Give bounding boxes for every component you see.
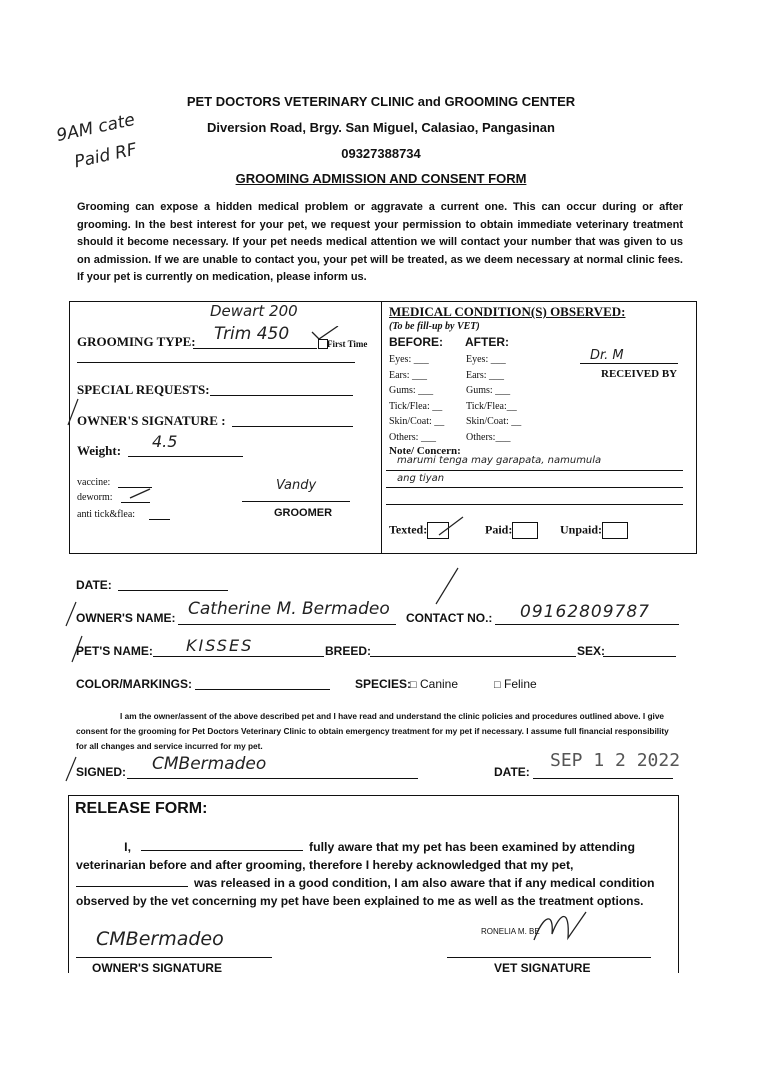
deworm-line — [121, 502, 150, 503]
pet-name-value: KISSES — [186, 636, 254, 655]
note-rule-2 — [386, 487, 683, 488]
deworm-label: deworm: — [77, 492, 113, 503]
release-owner-label: OWNER'S SIGNATURE — [92, 961, 222, 975]
date-line — [118, 590, 228, 591]
after-skin: Skin/Coat: — [466, 416, 509, 427]
clinic-phone: 09327388734 — [341, 146, 421, 161]
groomer-label: GROOMER — [274, 507, 333, 519]
release-name-line — [141, 838, 303, 851]
pet-name-label: PET'S NAME: — [76, 644, 153, 658]
color-label: COLOR/MARKINGS: — [76, 677, 192, 691]
after-rows: Eyes: ___ Ears: ___ Gums: ___ Tick/Flea:__ Skin/Coat: __ Others:___ — [466, 354, 522, 443]
before-ears: Ears: — [389, 369, 410, 381]
owner-name-label: OWNER'S NAME: — [76, 611, 176, 625]
deworm-mark — [128, 486, 152, 500]
note-line-2: ang tiyan — [397, 473, 445, 484]
sex-line — [603, 656, 676, 657]
after-others: Others: — [466, 431, 496, 443]
consent-text: I am the owner/assent of the above described pet and I have read and understand the clinic policies and procedures outlined above. I give consent for the grooming for Pet Doctors Veterinary Clinic to obtain emergency treatment for my pet if necessary. I assume full financial responsibility for all changes and service incurred for my pet. — [76, 711, 669, 751]
grooming-type-label: GROOMING TYPE: — [77, 334, 196, 349]
before-tick: Tick/Flea: — [389, 400, 430, 412]
intro-paragraph: Grooming can expose a hidden medical problem or aggravate a current one. This can occur during or after grooming. In the best interest for your pet, we request your permission to obtain immediate veterinary treatment should it become necessary. If your pet needs medical attention we will contact your number that was given to us on admission. If we are unable to contact you, your pet will be treated, as we deem necessary at normal clinic fees. If your pet is currently on medication, please inform us. — [77, 201, 683, 283]
after-eyes: Eyes: — [466, 354, 489, 365]
unpaid-label: Unpaid: — [560, 522, 603, 537]
groomer-line — [242, 501, 350, 502]
grooming-type-line-2 — [77, 362, 355, 363]
clinic-name: PET DOCTORS VETERINARY CLINIC and GROOMING CENTER — [186, 94, 576, 109]
release-i-label: I, — [124, 840, 131, 854]
texted-mark — [438, 516, 464, 536]
weight-line — [128, 456, 243, 457]
release-text-4: observed by the vet concerning my pet have been explained to me as well as the treatment options. — [76, 894, 644, 908]
weight-label: Weight: — [77, 443, 122, 458]
vet-name-stamp: RONELIA M. BE — [481, 927, 540, 936]
grooming-type-value-2: Trim 450 — [214, 324, 290, 344]
release-title: RELEASE FORM: — [75, 800, 208, 817]
special-requests-label: SPECIAL REQUESTS: — [77, 382, 210, 397]
date-stamp: SEP 1 2 2022 — [550, 750, 681, 771]
note-rule-1 — [386, 470, 683, 471]
before-rows: Eyes: ___ Ears: ___ Gums: ___ Tick/Flea: __ Skin/Coat: __ Others: ___ — [389, 354, 445, 443]
release-top-rule — [68, 795, 679, 796]
note-label: Note/ Concern: — [389, 445, 461, 457]
breed-label: BREED: — [325, 644, 372, 658]
anti-tick-line — [149, 519, 170, 520]
before-others: Others: — [389, 431, 419, 443]
received-by-value: Dr. M — [590, 348, 624, 363]
release-owner-line — [76, 957, 272, 958]
before-skin: Skin/Coat: — [389, 416, 432, 427]
canine-option[interactable] — [410, 677, 458, 691]
release-pet-line — [76, 874, 188, 887]
color-line — [195, 689, 330, 690]
release-vet-line — [447, 957, 651, 958]
before-eyes: Eyes: — [389, 354, 412, 365]
release-text-2: veterinarian before and after grooming, therefore I hereby acknowledged that my pet, — [76, 858, 574, 872]
clinic-address: Diversion Road, Brgy. San Miguel, Calasiao, Pangasinan — [207, 120, 555, 135]
release-left-rule — [68, 795, 69, 973]
release-vet-label: VET SIGNATURE — [494, 961, 591, 975]
breed-line — [370, 656, 576, 657]
checkmark — [310, 326, 340, 338]
after-gums: Gums: — [466, 385, 493, 396]
species-label: SPECIES: — [355, 677, 412, 691]
paid-checkbox[interactable] — [512, 522, 538, 539]
anti-tick-label: anti tick&flea: — [77, 509, 136, 520]
before-label: BEFORE: — [389, 335, 443, 349]
date-label: DATE: — [76, 578, 112, 592]
release-text-3: was released in a good condition, I am also aware that if any medical condition — [194, 876, 655, 890]
vaccine-label: vaccine: — [77, 477, 111, 488]
contact-line — [495, 624, 679, 625]
paid-option[interactable] — [485, 522, 538, 539]
feline-checkbox[interactable]: □ — [494, 679, 501, 691]
owner-name-line — [178, 624, 396, 625]
received-by-label: RECEIVED BY — [601, 368, 678, 380]
release-right-rule — [678, 795, 679, 973]
grooming-type-line — [193, 348, 317, 349]
canine-checkbox[interactable]: □ — [410, 679, 417, 691]
owner-name-value: Catherine M. Bermadeo — [188, 599, 390, 619]
form-title: GROOMING ADMISSION AND CONSENT FORM — [235, 171, 527, 186]
medical-title: MEDICAL CONDITION(S) OBSERVED: — [389, 304, 626, 319]
contact-value: 09162809787 — [520, 602, 650, 622]
first-time-label: First Time — [327, 339, 368, 349]
after-ears: Ears: — [466, 369, 487, 381]
paid-label: Paid: — [485, 522, 513, 537]
date2-line — [533, 778, 673, 779]
unpaid-checkbox[interactable] — [602, 522, 628, 539]
owners-signature-label: OWNER'S SIGNATURE : — [77, 413, 226, 428]
weight-value: 4.5 — [152, 432, 178, 451]
release-text-1: fully aware that my pet has been examined by attending — [309, 840, 635, 854]
pet-name-line — [153, 656, 324, 657]
sex-label: SEX: — [577, 644, 606, 658]
release-owner-signature: CMBermadeo — [96, 928, 224, 950]
vet-signature-scribble — [530, 904, 590, 948]
slash-mark-2 — [432, 566, 462, 606]
release-text — [76, 838, 676, 910]
medical-subtitle: (To be fill-up by VET) — [389, 321, 480, 332]
unpaid-option[interactable] — [560, 522, 628, 539]
note-rule-3 — [386, 504, 683, 505]
handwritten-note-line2: Paid RF — [72, 139, 139, 173]
note-line-1: marumi tenga may garapata, namumula — [397, 455, 602, 466]
signed-value: CMBermadeo — [152, 754, 267, 774]
groomer-signature: Vandy — [276, 478, 317, 493]
received-by-line — [580, 363, 678, 364]
after-tick: Tick/Flea: — [466, 400, 507, 412]
owners-signature-line — [232, 426, 353, 427]
grooming-type-value-1: Dewart 200 — [210, 302, 298, 320]
after-label: AFTER: — [465, 335, 509, 349]
before-gums: Gums: — [389, 385, 416, 396]
feline-option[interactable] — [494, 677, 537, 691]
contact-label: CONTACT NO.: — [406, 611, 493, 625]
date2-label: DATE: — [494, 765, 530, 779]
special-requests-line — [210, 395, 353, 396]
texted-label: Texted: — [389, 522, 428, 537]
signed-label: SIGNED: — [76, 765, 127, 779]
feline-label: Feline — [504, 677, 537, 691]
signed-line — [127, 778, 418, 779]
handwritten-note-line1: 9AM cate — [54, 109, 137, 147]
canine-label: Canine — [420, 677, 459, 691]
box-divider — [381, 301, 382, 553]
